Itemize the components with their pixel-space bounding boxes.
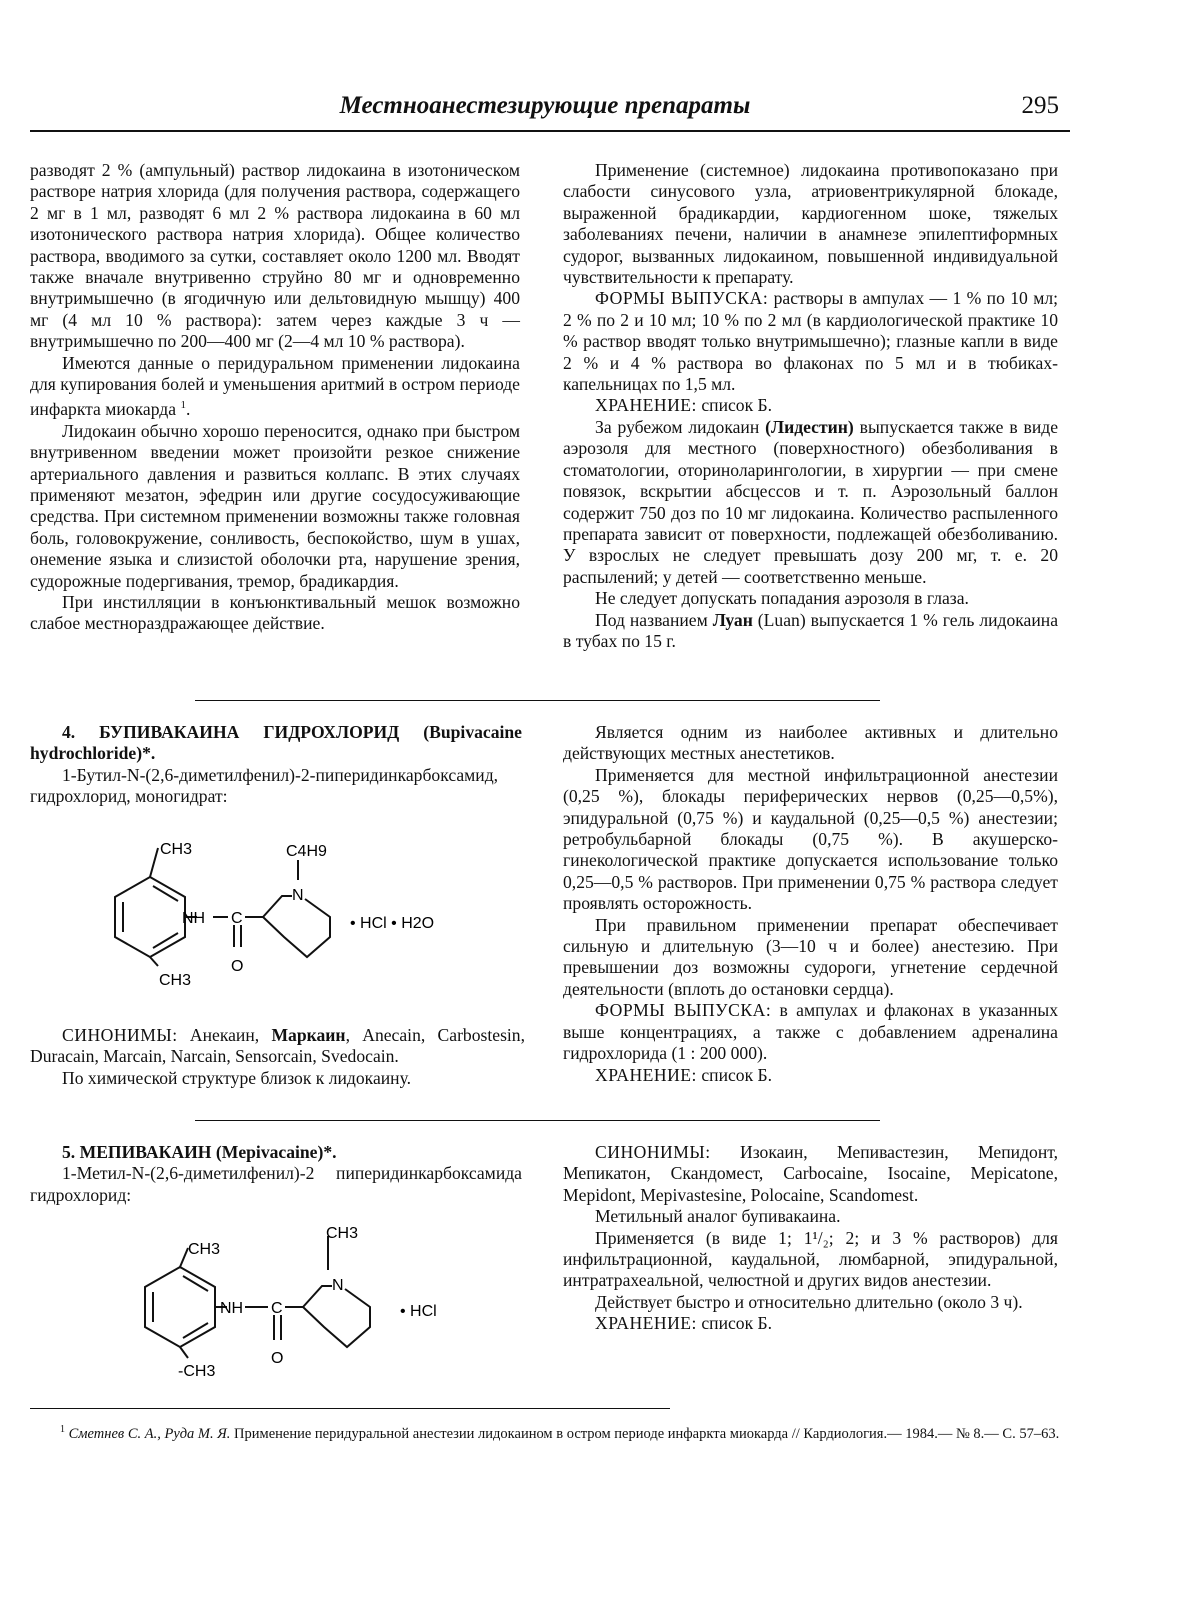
paragraph: Под названием Луан (Luan) выпускается 1 % гель лидокаина в тубах по 15 г. [563, 609, 1058, 651]
paragraph: Метильный аналог бупивакаина. [595, 1206, 841, 1227]
footnote-mark: 1 [60, 1424, 65, 1435]
formula-c: C [271, 1300, 283, 1317]
bupivacaine-synonyms [30, 1025, 525, 1089]
formula-nh: NH [220, 1300, 244, 1317]
paragraph: Лидокаин обычно хорошо переносится, однако при быстром внутривенном введении может произойти резкое снижение артериального давления и развиться коллапс. В этих случаях применяют мезатон, эфедрин или другие сосудосуживающие средства. При системном применении возможны также головная боль, головокружение, сонливость, беспокойство, шум в ушах, онемение языка и слизистой оболочки рта, нарушение зрения, судорожные подергивания, тремор, брадикардия. [30, 420, 520, 591]
footnote-ref[interactable]: 1 [180, 399, 186, 412]
section-divider [195, 1120, 880, 1121]
storage-label: ХРАНЕНИЕ: [595, 1064, 697, 1085]
synonyms-paragraph: СИНОНИМЫ: Изокаин, Мепивастезин, Мепидонт, Мепикатон, Скандомест, Carbocaine, Isocaine, Mepicatone, Mepidont, Mepivastesine, Polocaine, Scandomest. [563, 1142, 1058, 1205]
paragraph: При правильном применении препарат обеспечивает сильную и длительную (3—10 ч и более) анестезию. При превышении доз возможны судороги, угнетение сердечной деятельности (вплоть до остановки сердца). [563, 914, 1058, 999]
section-heading: 5. МЕПИВАКАИН (Mepivacaine)*. [62, 1142, 337, 1162]
paragraph: Применение (системное) лидокаина противопоказано при слабости синусового узла, атриовентрикулярной блокаде, выраженной брадикардии, кардиогенном шоке, тяжелых заболеваниях печени, наличии в анамнезе эпилептиформных судорог, вызванных лидокаином, повышенной индивидуальной чувствительности к препарату. [563, 160, 1058, 288]
footnote-text: Применение перидуральной анестезии лидокаином в остром периоде инфаркта миокарда // Кардиология.— 1984.— № 8.— С. 57–63. [230, 1425, 1060, 1442]
formula-n: N [292, 887, 304, 904]
storage-label: ХРАНЕНИЕ: [595, 1313, 697, 1334]
synonyms-label: СИНОНИМЫ: [62, 1025, 178, 1045]
storage-paragraph: ХРАНЕНИЕ: список Б. [595, 1313, 773, 1334]
paragraph: разводят 2 % (ампульный) раствор лидокаина в изотоническом растворе натрия хлорида (для получения раствора, содержащего 2 мг в 1 мл, разводят 6 мл 2 % раствора лидокаина в 60 мл изотонического раствора натрия хлорида). Общее количество раствора, вводимого за сутки, составляет около 1200 мл. Вводят также вначале внутривенно струйно 80 мг и одновременно внутримышечно (в ягодичную или дельтовидную мышцу) 400 мг (4 мл 10 % раствора): затем через каждые 3 ч — внутримышечно по 200—400 мг (2—4 мл 10 % раствора). [30, 160, 520, 352]
paragraph: Является одним из наиболее активных и длительно действующих местных анестетиков. [563, 722, 1058, 764]
forms-label: ФОРМЫ ВЫПУСКА: [595, 1000, 772, 1021]
formula-ch3-n: CH3 [326, 1225, 359, 1242]
formula-ch3-top: CH3 [160, 841, 193, 858]
section-divider [195, 700, 880, 701]
bupivacaine-structure [60, 828, 500, 1003]
paragraph: По химической структуре близок к лидокаину. [62, 1067, 412, 1088]
section-heading: 4. БУПИВАКАИНА ГИДРОХЛОРИД (Bupivacaine hydrochloride)*. [30, 722, 522, 764]
forms-label: ФОРМЫ ВЫПУСКА: [595, 288, 769, 309]
formula-n: N [332, 1277, 344, 1294]
forms-paragraph: ФОРМЫ ВЫПУСКА: растворы в ампулах — 1 % по 10 мл; 2 % по 2 и 10 мл; 10 % по 2 мл (в кардиологической практике 10 % раствор вводят только внутримышечно); глазные капли в виде 2 % и 4 % раствора во флаконах по 5 мл и в тюбиках-капельницах по 1,5 мл. [563, 288, 1058, 395]
chemical-name: 1-Метил-N-(2,6-диметилфенил)-2 пиперидинкарбоксамида гидрохлорид: [30, 1163, 522, 1205]
paragraph: Имеются данные о перидуральном применении лидокаина для купирования болей и уменьшения аритмий в остром периоде инфаркта миокарда $^1$. [30, 352, 520, 420]
paragraph: За рубежом лидокаин (Лидестин) выпускается также в виде аэрозоля для местного (поверхностного) обезболивания в стоматологии, оториноларингологии, в хирургии — при смене повязок, вскрытии абсцессов и т. п. Аэрозольный баллон содержит 750 доз по 10 мг лидокаина. Количество распыленного препарата зависит от поверхности, подлежащей обезболиванию. У взрослых не следует превышать дозу 200 мг, т. е. 20 распылений; у детей — соответственно меньше. [563, 416, 1059, 587]
formula-o: O [231, 958, 244, 975]
formula-ch3-bottom: -CH3 [178, 1363, 216, 1380]
paragraph: При инстилляции в конъюнктивальный мешок возможно слабое местнораздражающее действие. [30, 591, 520, 634]
right-column-top [563, 160, 1058, 652]
footnote [30, 1420, 1070, 1444]
formula-ch3-bottom: CH3 [159, 972, 192, 989]
storage-paragraph: ХРАНЕНИЕ: список Б. [595, 1064, 773, 1085]
paragraph: Применяется (в виде 1; 1¹/₂; 2; и 3 % растворов) для инфильтрационной, каудальной, люмбарной, эпидуральной, интратрахеальной, челюстной и других видов анестезии. [563, 1227, 1058, 1291]
formula-ch3-top: CH3 [188, 1241, 221, 1258]
mepivacaine-right [563, 1142, 1058, 1335]
paragraph: Действует быстро и относительно длительно (около 3 ч). [595, 1291, 1023, 1312]
paragraph: Применяется для местной инфильтрационной анестезии (0,25 %), блокады периферических нервов (0,25—0,5%), эпидуральной (0,75 %) и каудальной (0,25—0,5 %) анестезии; ретробульбарной блокады (0,75 %). В акушерско-гинекологической практике допускается использование только 0,25—0,5 % растворов. При применении 0,75 % раствора следует проявлять осторожность. [563, 764, 1058, 914]
formula-o: O [271, 1350, 284, 1367]
footnote-rule [30, 1408, 670, 1409]
formula-salt: • HCl [400, 1303, 437, 1320]
formula-c: C [231, 910, 243, 927]
running-title: Местноанестезирующие препараты [339, 92, 751, 119]
chemical-name: 1-Бутил-N-(2,6-диметилфенил)-2-пиперидинкарбоксамид, гидрохлорид, моногидрат: [30, 764, 499, 807]
synonyms-label: СИНОНИМЫ: [595, 1142, 711, 1162]
footnote-authors: Сметнев С. А., Руда М. Я. [68, 1425, 231, 1442]
forms-paragraph: ФОРМЫ ВЫПУСКА: в ампулах и флаконах в указанных выше концентрациях, а также с добавлением адреналина гидрохлорида (1 : 200 000). [563, 1000, 1059, 1064]
mepivacaine-structure [90, 1218, 470, 1388]
formula-nh: NH [182, 910, 206, 927]
storage-paragraph: ХРАНЕНИЕ: список Б. [595, 395, 773, 416]
bupivacaine-left [30, 722, 522, 808]
formula-salt: • HCl • H2O [350, 915, 435, 932]
left-column-top [30, 160, 520, 635]
page-number: 295 [1021, 92, 1059, 119]
synonyms-paragraph: СИНОНИМЫ: Анекаин, Маркаин, Anecain, Carbostesin, Duracain, Marcain, Narcain, Sensorcain, Svedocain. [30, 1025, 525, 1067]
bupivacaine-right [563, 722, 1058, 1086]
paragraph: Не следует допускать попадания аэрозоля в глаза. [595, 588, 969, 609]
storage-label: ХРАНЕНИЕ: [595, 395, 697, 416]
formula-c4h9: C4H9 [286, 843, 327, 860]
header-rule [30, 130, 1070, 132]
mepivacaine-left [30, 1142, 522, 1206]
